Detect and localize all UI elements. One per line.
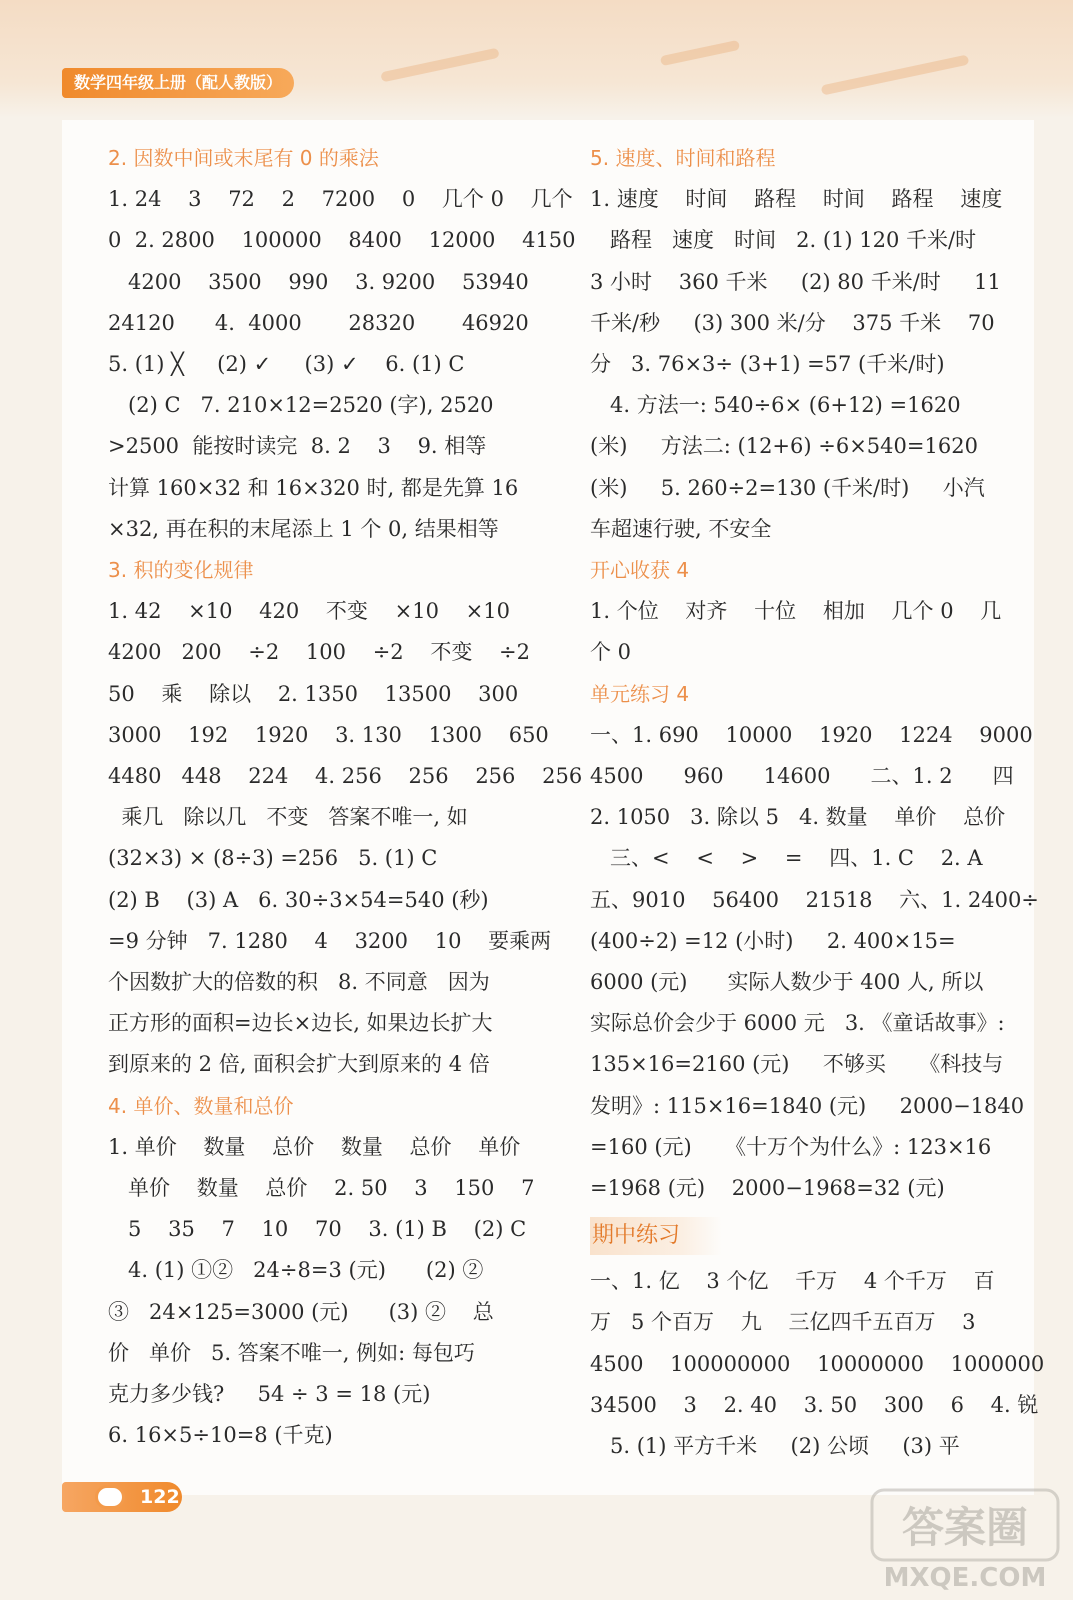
answer-line: (2) C 7. 210×12=2520 (字), 2520	[108, 393, 494, 418]
answer-line: 到原来的 2 倍, 面积会扩大到原来的 4 倍	[108, 1052, 490, 1077]
answer-line: 4200 200 ÷2 100 ÷2 不变 ÷2	[108, 640, 531, 665]
answer-line: (米) 5. 260÷2=130 (千米/时) 小汽	[590, 475, 985, 500]
watermark-logo	[870, 1486, 1060, 1594]
answer-line: 实际总价会少于 6000 元 3. 《童话故事》:	[590, 1011, 1005, 1036]
answer-line: 4500 960 14600 二、1. 2 四	[590, 764, 1014, 789]
top-decoration-band	[0, 0, 1073, 118]
answer-line: 50 乘 除以 2. 1350 13500 300	[108, 681, 519, 706]
answer-line: 发明》: 115×16=1840 (元) 2000−1840	[590, 1093, 1025, 1118]
answer-line: 24120 4. 4000 28320 46920	[108, 310, 529, 335]
answer-line: 1. 个位 对齐 十位 相加 几个 0 几	[590, 599, 1002, 624]
right-column	[590, 138, 1045, 1467]
answer-line: 计算 160×32 和 16×320 时, 都是先算 16	[108, 475, 519, 500]
answer-line: 车超速行驶, 不安全	[590, 516, 772, 541]
answer-line: 正方形的面积=边长×边长, 如果边长扩大	[108, 1011, 493, 1036]
section-heading: 2. 因数中间或末尾有 0 的乘法	[108, 146, 379, 170]
answer-line: 4480 448 224 4. 256 256 256 256	[108, 764, 583, 789]
answer-line: 4. (1) ①② 24÷8=3 (元) (2) ②	[108, 1258, 484, 1283]
answer-line: 三、< < > = 四、1. C 2. A	[590, 846, 983, 871]
answer-line: 6000 (元) 实际人数少于 400 人, 所以	[590, 970, 984, 995]
answer-line: ③ 24×125=3000 (元) (3) ② 总	[108, 1299, 494, 1324]
answer-line: >2500 能按时读完 8. 2 3 9. 相等	[108, 434, 487, 459]
answer-line: 5. (1) ╳ (2) ✓ (3) ✓ 6. (1) C	[108, 352, 465, 377]
answer-line: (400÷2) =12 (小时) 2. 400×15=	[590, 928, 956, 953]
section-heading: 4. 单价、数量和总价	[108, 1093, 294, 1118]
answer-line: ×32, 再在积的末尾添上 1 个 0, 结果相等	[108, 516, 499, 541]
answer-line: 克力多少钱? 54 ÷ 3 = 18 (元)	[108, 1382, 431, 1407]
answer-line: 千米/秒 (3) 300 米/分 375 千米 70	[590, 310, 995, 335]
section-heading: 5. 速度、时间和路程	[590, 146, 776, 170]
answer-line: 五、9010 56400 21518 六、1. 2400÷	[590, 887, 1039, 912]
answer-line: 1. 速度 时间 路程 时间 路程 速度	[590, 187, 1003, 212]
answer-line: 1. 单价 数量 总价 数量 总价 单价	[108, 1134, 521, 1159]
watermark-title: 答案圈	[901, 1503, 1029, 1552]
section-heading: 单元练习 4	[590, 681, 690, 706]
watermark-url: MXQE.COM	[883, 1563, 1047, 1593]
answer-line: =160 (元) 《十万个为什么》: 123×16	[590, 1134, 992, 1159]
book-title-tab: 数学四年级上册（配人教版）	[62, 68, 294, 98]
answer-line: 一、1. 亿 3 个亿 千万 4 个千万 百	[590, 1269, 995, 1294]
answer-line: 万 5 个百万 九 三亿四千五百万 3	[590, 1310, 976, 1335]
decorative-stroke	[821, 55, 970, 96]
answer-line: 个 0	[590, 640, 632, 665]
answer-line: 价 单价 5. 答案不唯一, 例如: 每包巧	[108, 1340, 475, 1365]
answer-line: 0 2. 2800 100000 8400 12000 4150	[108, 228, 576, 253]
section-heading: 开心收获 4	[590, 558, 690, 583]
answer-line: 4200 3500 990 3. 9200 53940	[108, 269, 529, 294]
answer-line: 3 小时 360 千米 (2) 80 千米/时 11	[590, 269, 1001, 294]
decorative-stroke	[660, 40, 740, 66]
left-column	[108, 138, 583, 1457]
answer-line: =1968 (元) 2000−1968=32 (元)	[590, 1176, 945, 1201]
answer-line: (2) B (3) A 6. 30÷3×54=540 (秒)	[108, 887, 489, 912]
answer-line: 一、1. 690 10000 1920 1224 9000	[590, 722, 1033, 747]
answer-line: 个因数扩大的倍数的积 8. 不同意 因为	[108, 970, 490, 995]
answer-line: 6. 16×5÷10=8 (千克)	[108, 1423, 333, 1448]
answer-line: 5 35 7 10 70 3. (1) B (2) C	[108, 1217, 527, 1242]
section-heading: 3. 积的变化规律	[108, 558, 254, 583]
answer-line: (32×3) × (8÷3) =256 5. (1) C	[108, 846, 438, 871]
answer-line: 3000 192 1920 3. 130 1300 650	[108, 722, 549, 747]
answer-line: 单价 数量 总价 2. 50 3 150 7	[108, 1176, 535, 1201]
answer-line: 分 3. 76×3÷ (3+1) =57 (千米/时)	[590, 352, 945, 377]
answer-line: 路程 速度 时间 2. (1) 120 千米/时	[590, 228, 977, 253]
answer-line: 4. 方法一: 540÷6× (6+12) =1620	[590, 393, 961, 418]
answer-line: 2. 1050 3. 除以 5 4. 数量 单价 总价	[590, 805, 1006, 830]
answer-line: 1. 42 ×10 420 不变 ×10 ×10	[108, 599, 510, 624]
answer-line: 5. (1) 平方千米 (2) 公顷 (3) 平	[590, 1434, 960, 1459]
answer-line: 34500 3 2. 40 3. 50 300 6 4. 锐	[590, 1392, 1039, 1417]
page-number: 122	[140, 1486, 180, 1508]
circle-icon	[95, 1485, 125, 1509]
answer-line: (米) 方法二: (12+6) ÷6×540=1620	[590, 434, 978, 459]
answer-line: 1. 24 3 72 2 7200 0 几个 0 几个	[108, 187, 573, 212]
answer-line: =9 分钟 7. 1280 4 3200 10 要乘两	[108, 928, 552, 953]
decorative-stroke	[380, 48, 499, 83]
answer-line: 乘几 除以几 不变 答案不唯一, 如	[108, 805, 468, 830]
answer-line: 4500 100000000 10000000 1000000	[590, 1351, 1045, 1376]
section-box-heading: 期中练习	[590, 1217, 722, 1255]
answer-line: 135×16=2160 (元) 不够买 《科技与	[590, 1052, 1004, 1077]
